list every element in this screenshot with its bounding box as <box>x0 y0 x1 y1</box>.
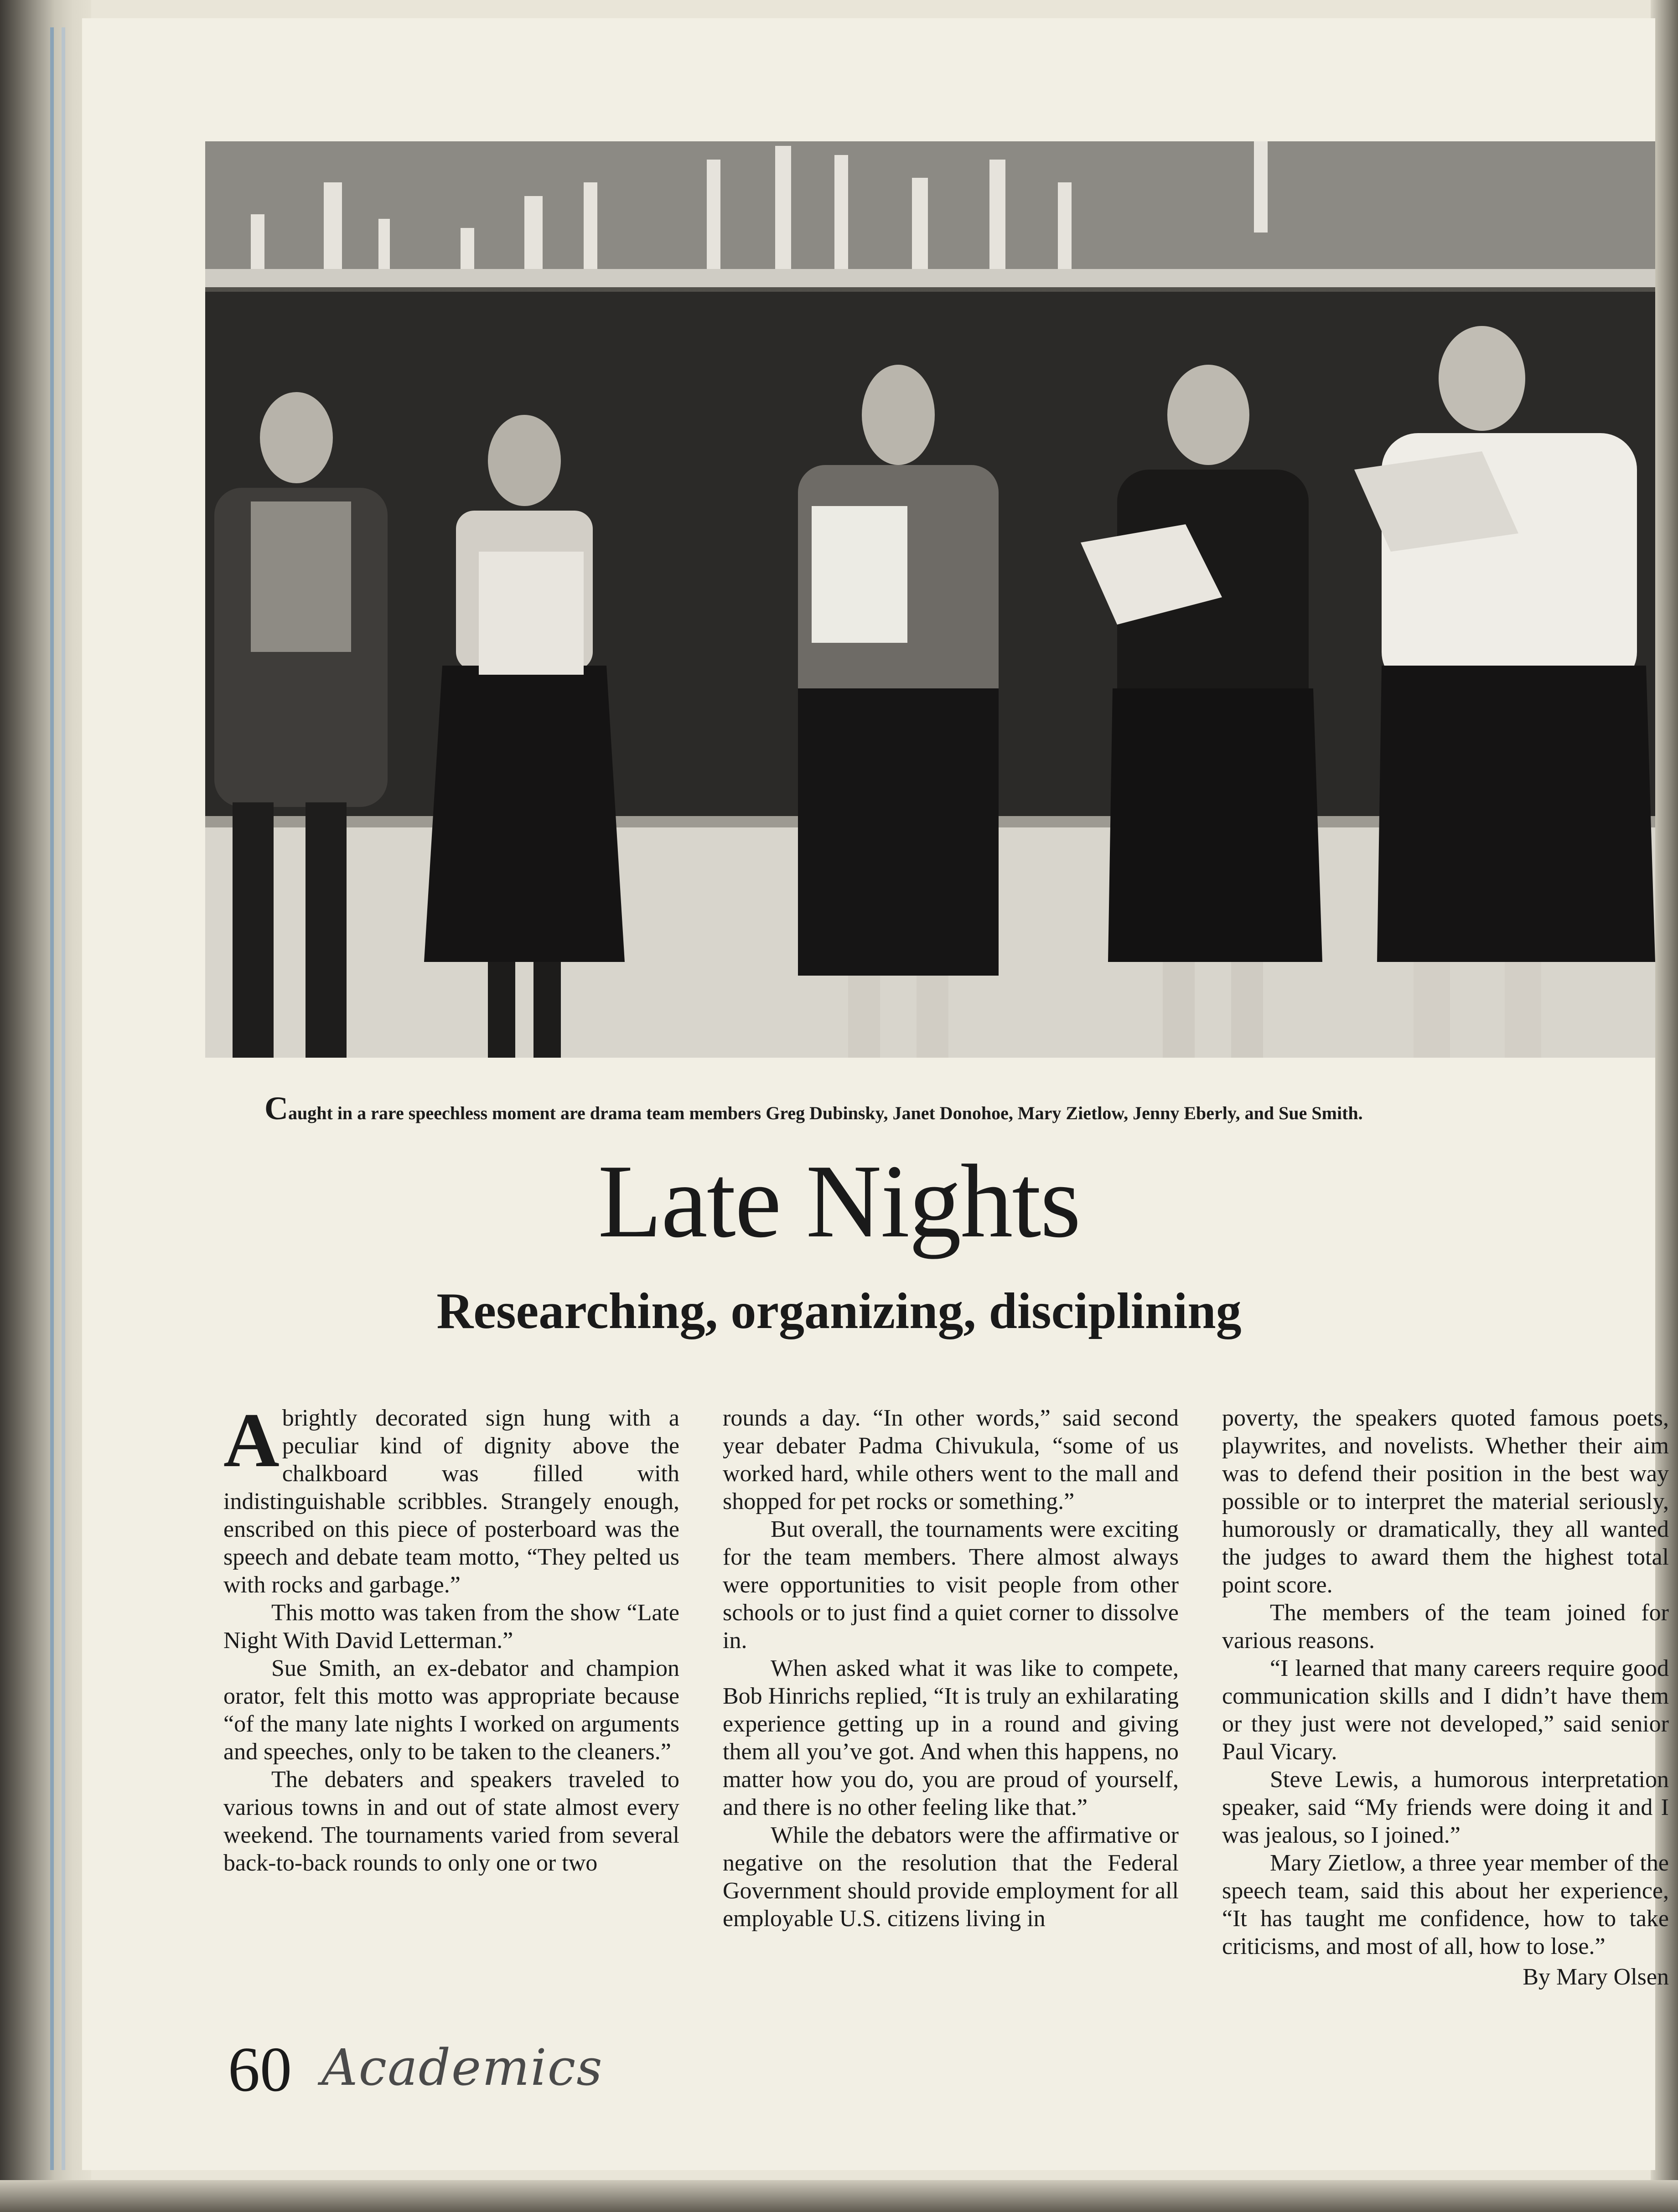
article-paragraph: The debaters and speakers traveled to various towns in and out of state almost every weekend. The tournaments varied from several back-to-back rounds to only one or two <box>223 1767 679 1876</box>
article-column-3 <box>1222 1404 1669 1991</box>
caption-text: aught in a rare speechless moment are drama team members Greg Dubinsky, Janet Donohoe, Mary Zietlow, Jenny Eberly, and Sue Smith. <box>288 1103 1363 1123</box>
article-dropcap: A <box>223 1397 280 1483</box>
article-paragraph: The members of the team joined for various reasons. <box>1222 1600 1669 1654</box>
subheadline: Researching, organizing, disciplining <box>436 1283 1242 1339</box>
team-photo <box>205 141 1655 1058</box>
paragraph-text: brightly decorated sign hung with a peculiar kind of dignity above the chalkboard was filled with indistinguishable scribbles. Strangely enough, enscribed on this piece of posterboard was the speech and debate team motto, “They pelted us with rocks and garbage.” <box>223 1405 679 1598</box>
article-column-1 <box>223 1397 679 1877</box>
page-edge-bottom <box>0 2180 1678 2212</box>
article-paragraph <box>223 1397 679 1599</box>
article-paragraph: When asked what it was like to compete, Bob Hinrichs replied, “It is truly an exhilarating experience getting up in a round and giving them all you’ve got. And when this happens, no matter how you do, you are proud of yourself, and there is no other feeling like that.” <box>723 1655 1179 1820</box>
headline: Late Nights <box>598 1143 1080 1259</box>
article-paragraph: poverty, the speakers quoted famous poets, playwrites, and novelists. Whether their aim was to defend their position in the best way possible or to interpret the material seriously, humorously or dramatically, they all wanted the judges to award them the highest total point score. <box>1222 1405 1669 1598</box>
article-paragraph: While the debators were the affirmative or negative on the resolution that the Federal Government should provide employment for all employable U.S. citizens living in <box>723 1822 1179 1932</box>
article-paragraph: “I learned that many careers require good communication skills and I didn’t have them or they just were not developed,” said senior Paul Vicary. <box>1222 1655 1669 1765</box>
byline: By Mary Olsen <box>1523 1964 1669 1990</box>
photo-caption <box>264 1090 1632 1127</box>
article-paragraph: rounds a day. “In other words,” said second year debater Padma Chivukula, “some of us worked hard, while others went to the mall and shopped for pet rocks or something.” <box>723 1405 1179 1514</box>
book-binding <box>0 0 91 2212</box>
binding-stripe <box>62 27 65 2170</box>
article-paragraph: This motto was taken from the show “Late Night With David Letterman.” <box>223 1600 679 1654</box>
article-paragraph: Mary Zietlow, a three year member of the speech team, said this about her experience, “It has taught me confidence, how to take criticisms, and most of all, how to lose.” <box>1222 1850 1669 1959</box>
photo-image <box>205 141 1655 1058</box>
binding-stripe <box>50 27 54 2170</box>
article-paragraph: Sue Smith, an ex-debator and champion orator, felt this motto was appropriate because “of the many late nights I worked on arguments and speeches, only to be taken to the cleaners.” <box>223 1655 679 1765</box>
article-paragraph: But overall, the tournaments were exciting for the team members. There almost always were opportunities to visit people from other schools or to just find a quiet corner to dissolve in. <box>723 1516 1179 1654</box>
article-paragraph: Steve Lewis, a humorous interpretation speaker, said “My friends were doing it and I was jealous, so I joined.” <box>1222 1767 1669 1848</box>
section-label: Academics <box>321 2038 603 2097</box>
page-number: 60 <box>228 2034 292 2105</box>
caption-dropcap: C <box>264 1090 288 1127</box>
article-column-2 <box>723 1404 1179 1933</box>
